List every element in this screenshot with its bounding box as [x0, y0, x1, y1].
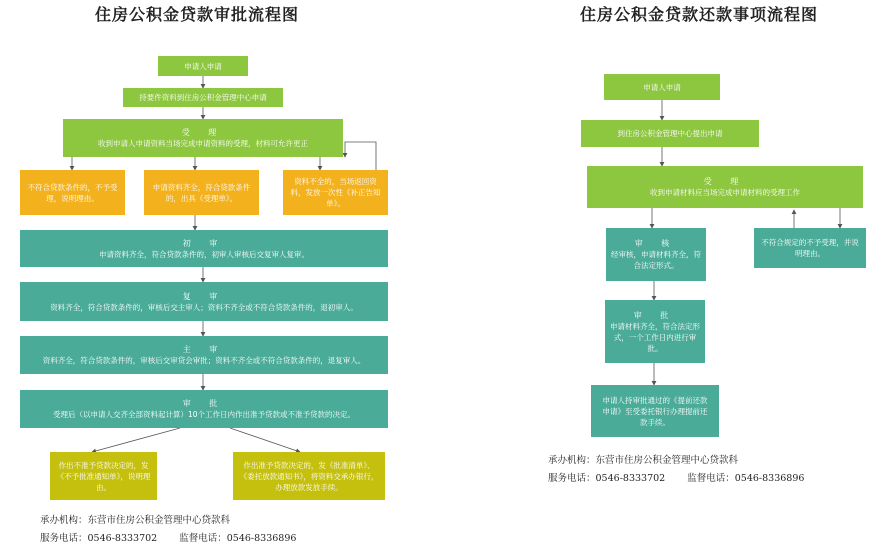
loan-approval-title: 住房公积金贷款审批流程图	[95, 5, 300, 24]
right-step-submit: 到住房公积金管理中心提出申请	[581, 120, 759, 147]
right-step-apply: 申请人申请	[604, 74, 720, 100]
left-step-accept	[63, 119, 343, 157]
right-footer	[548, 452, 826, 488]
right-step-approve-heading: 审 批	[633, 310, 677, 320]
right-step-approve-text: 申请材料齐全，符合法定形式，一个工作日内进行审批。	[610, 321, 700, 353]
left-step-approve-text: 受理后（以申请人交齐全部资料起计算）10个工作日内作出准予贷款或不准予贷款的决定。	[52, 410, 356, 419]
left-step-initial-text: 申请资料齐全，符合贷款条件的，初审人审核后交复审人复审。	[99, 249, 309, 259]
right-step-review-heading: 审 核	[634, 239, 678, 248]
left-step-main-text: 资料齐全，符合贷款条件的，审核后交审贷会审批；资料不齐全或不符合贷款条件的，退复审人。	[42, 356, 366, 365]
left-step-apply: 申请人申请	[158, 56, 248, 76]
right-step-review-text: 经审核，申请材料齐全，符合法定形式。	[611, 250, 701, 270]
right-step-final: 申请人持审批通过的《提前还款申请》至受委托银行办理提前还款手续。	[591, 385, 719, 437]
left-step-main-heading: 主 审	[182, 345, 226, 354]
left-step-accept-heading: 受 理	[181, 128, 225, 137]
right-step-approve	[605, 300, 705, 363]
left-branch-complete: 申请资料齐全，符合贷款条件的，出具《受理单》。	[144, 170, 259, 215]
left-footer-phone: 0546-8333702	[87, 533, 158, 544]
left-branch-incomplete: 资料不全的，当场返回资料，发放一次性《补正告知单》。	[283, 170, 388, 215]
left-step-approve-heading: 审 批	[182, 399, 226, 408]
left-step-initial	[20, 230, 388, 267]
left-step-review-text: 资料齐全，符合贷款条件的，审核后交主审人；资料不齐全或不符合贷款条件的，退初审人。	[50, 302, 358, 312]
right-footer-org-label: 承办机构：	[548, 455, 596, 466]
right-footer-phone: 0546-8333702	[595, 473, 666, 484]
right-step-accept-heading: 受 理	[703, 177, 747, 186]
right-footer-phone-label: 服务电话：	[548, 473, 596, 484]
left-result-no: 作出不准予贷款决定的，发《不予批准通知单》，说明理由。	[50, 452, 157, 500]
left-step-main	[20, 336, 388, 374]
right-footer-supervise: 0546-8336896	[734, 473, 805, 484]
left-step-accept-text: 收到申请人申请资料当场完成申请资料的受理，材料可允许更正	[98, 139, 308, 148]
right-step-accept	[587, 166, 863, 208]
left-step-review-heading: 复 审	[182, 291, 226, 301]
right-step-review	[606, 228, 706, 281]
right-branch-reject: 不符合规定的不予受理，并说明理由。	[754, 228, 866, 268]
right-footer-supervise-label: 监督电话：	[687, 473, 735, 484]
left-step-approve	[20, 390, 388, 428]
left-footer-org-label: 承办机构：	[40, 515, 88, 526]
left-result-yes: 作出准予贷款决定的，发《批准清单》、《委托放款通知书》，将资料交承办银行，办理放款发放手续。	[233, 452, 385, 500]
right-footer-org: 东营市住房公积金管理中心贷款科	[595, 455, 739, 466]
left-footer-org: 东营市住房公积金管理中心贷款科	[87, 515, 231, 526]
left-footer	[40, 512, 318, 548]
left-footer-supervise: 0546-8336896	[226, 533, 297, 544]
left-footer-phone-label: 服务电话：	[40, 533, 88, 544]
left-step-initial-heading: 初 审	[182, 238, 226, 248]
left-step-submit: 持要件资料到住房公积金管理中心申请	[123, 88, 283, 107]
left-step-review	[20, 282, 388, 321]
left-footer-supervise-label: 监督电话：	[179, 533, 227, 544]
repayment-title: 住房公积金贷款还款事项流程图	[580, 5, 819, 24]
right-step-accept-text: 收到申请材料应当场完成申请材料的受理工作	[650, 188, 800, 197]
left-branch-reject: 不符合贷款条件的，不予受理，说明理由。	[20, 170, 125, 215]
